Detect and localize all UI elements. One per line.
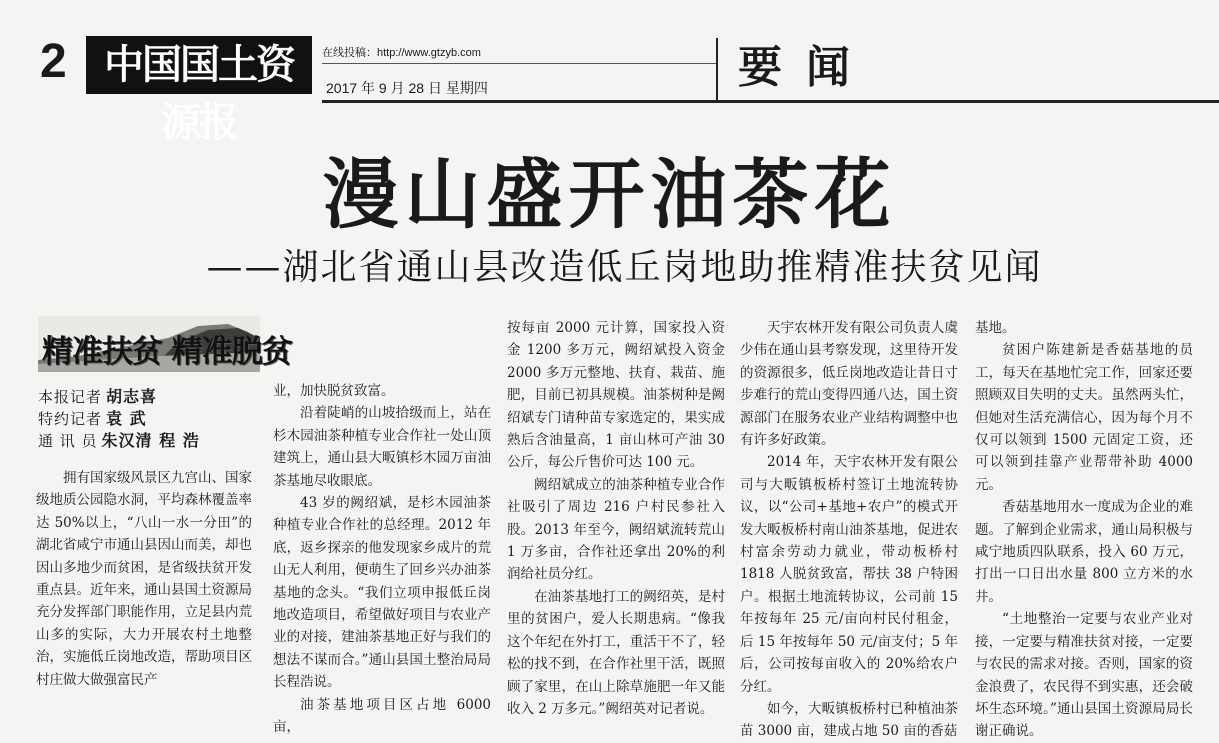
newspaper-masthead: 中国国土资源报: [86, 36, 312, 94]
header-divider: [322, 63, 716, 64]
byline-special-reporter: [38, 406, 147, 430]
page-number: 2: [40, 35, 67, 88]
article-column-5: [975, 317, 1193, 743]
paragraph: 沿着陡峭的山坡拾级而上，站在杉木园油茶种植专业合作社一处山顶建筑上，通山县大畈镇杉木园万亩油茶基地尽收眼底。: [273, 405, 491, 489]
banner-slogan: 精准扶贫 精准脱贫: [42, 334, 292, 370]
article-subtitle: ——湖北省通山县改造低丘岗地助推精准扶贫见闻: [206, 247, 1043, 288]
byline-reporter: [38, 384, 157, 408]
paragraph: 香菇基地用水一度成为企业的难题。了解到企业需求，通山局积极与咸宁地质四队联系，投入 60 万元，打出一口日出水量 800 立方米的水井。: [975, 499, 1193, 605]
paragraph: 阙绍斌成立的油茶种植专业合作社吸引了周边 216 户村民参社入股。2013 年至今，阙绍斌流转荒山 1 万多亩，合作社还拿出 20%的利润给社员分红。: [507, 476, 725, 583]
paragraph: 贫困户陈建新是香菇基地的员工，每天在基地忙完工作，回家还要照顾双目失明的丈夫。虽然两头忙，但她对生活充满信心，因为每个月不仅可以领到 1500 元固定工资，还可以领到挂靠产业帮带补助 4000 元。: [975, 342, 1193, 493]
article-column-1: [36, 467, 252, 691]
paragraph: 2014 年，天宇农林开发有限公司与大畈镇板桥村签订土地流转协议，以“公司+基地+农户”的模式开发大畈板桥村南山油茶基地，促进农村富余劳动力就业，带动板桥村 1818 人脱贫致富，帮扶 38 户特困户。根据土地流转协议，公司前 15 年按每年 25 元/亩向村民付租金，后 15 年按每年 50 元/亩支付；5 年后，公司按每亩收入的 20%给农户分红。: [740, 454, 958, 695]
header-vertical-divider: [716, 38, 718, 102]
byline-names: 朱汉清 程 浩: [101, 431, 200, 450]
paragraph: 如今，大畈镇板桥村已种植油茶苗 3000 亩，建成占地 50 亩的香菇: [740, 700, 958, 740]
paragraph: 业，加快脱贫致富。: [273, 383, 395, 399]
section-label: 要闻: [738, 42, 874, 93]
paragraph: 天宇农林开发有限公司负责人虞少伟在通山县考察发现，这里待开发的资源很多，低丘岗地改造让昔日寸步难行的荒山变得四通八达，国土资源部门在服务农业产业结构调整中也有许多好政策。: [740, 320, 958, 449]
submission-url: 在线投稿：http://www.gtzyb.com: [322, 47, 481, 59]
byline-role: 通 讯 员: [38, 432, 98, 450]
byline-names: 袁 武: [106, 409, 147, 428]
byline-correspondent: [38, 428, 200, 452]
paragraph: 油茶基地项目区占地 6000 亩，: [273, 696, 491, 736]
paragraph: “土地整治一定要与农业产业对接，一定要与精准扶贫对接，一定要与农民的需求对接。否则，国家的资金浪费了，农民得不到实惠，还会破坏生态环境。”通山县国土资源局局长谢正确说。: [975, 611, 1193, 740]
paragraph: 按每亩 2000 元计算，国家投入资金 1200 多万元，阙绍斌投入资金 2000 多万元整地、扶育、栽苗、施肥，目前已初具规模。油茶树种是阙绍斌专门请种苗专家选定的，果实成熟后含油量高，1 亩山林可产油 30 公斤，每公斤售价可达 100 元。: [507, 320, 725, 471]
article-column-4: [740, 317, 958, 743]
paragraph: 在油茶基地打工的阙绍英，是村里的贫困户，爱人长期患病。“像我这个年纪在外打工，重活干不了，轻松的找不到，在合作社里干活，既照顾了家里，在山上除草施肥一年又能收入 2 万多元。”阙绍英对记者说。: [507, 588, 725, 717]
byline-role: 本报记者: [38, 388, 103, 406]
byline-role: 特约记者: [38, 410, 103, 428]
article-title: 漫山盛开油茶花: [322, 150, 897, 239]
paragraph: 基地。: [975, 320, 1016, 336]
column-banner: [38, 316, 292, 372]
header-bottom-rule: [322, 100, 1219, 103]
paragraph: 拥有国家级风景区九宫山、国家级地质公园隐水洞，平均森林覆盖率达 50%以上，“八山一水一分田”的湖北省咸宁市通山县因山而美，却也因山多地少而贫困，是省级扶贫开发重点县。近年来，通山县国土资源局充分发挥部门职能作用，立足县内荒山多的实际，大力开展农村土地整治，实施低丘岗地改造，帮助项目区村庄做大做强富民产: [36, 470, 252, 688]
article-column-2: [273, 380, 491, 739]
byline-names: 胡志喜: [106, 387, 158, 406]
article-column-3: [507, 317, 725, 720]
paragraph: 43 岁的阙绍斌，是杉木园油茶种植专业合作社的总经理。2012 年底，返乡探亲的他发现家乡成片的荒山无人利用，便萌生了回乡兴办油茶基地的念头。“我们立项申报低丘岗地改造项目，希望做好项目与农业产业的对接，建油茶基地正好与我们的想法不谋而合。”通山县国土整治局局长程浩说。: [273, 495, 491, 691]
issue-date: 2017 年 9 月 28 日 星期四: [326, 80, 488, 96]
